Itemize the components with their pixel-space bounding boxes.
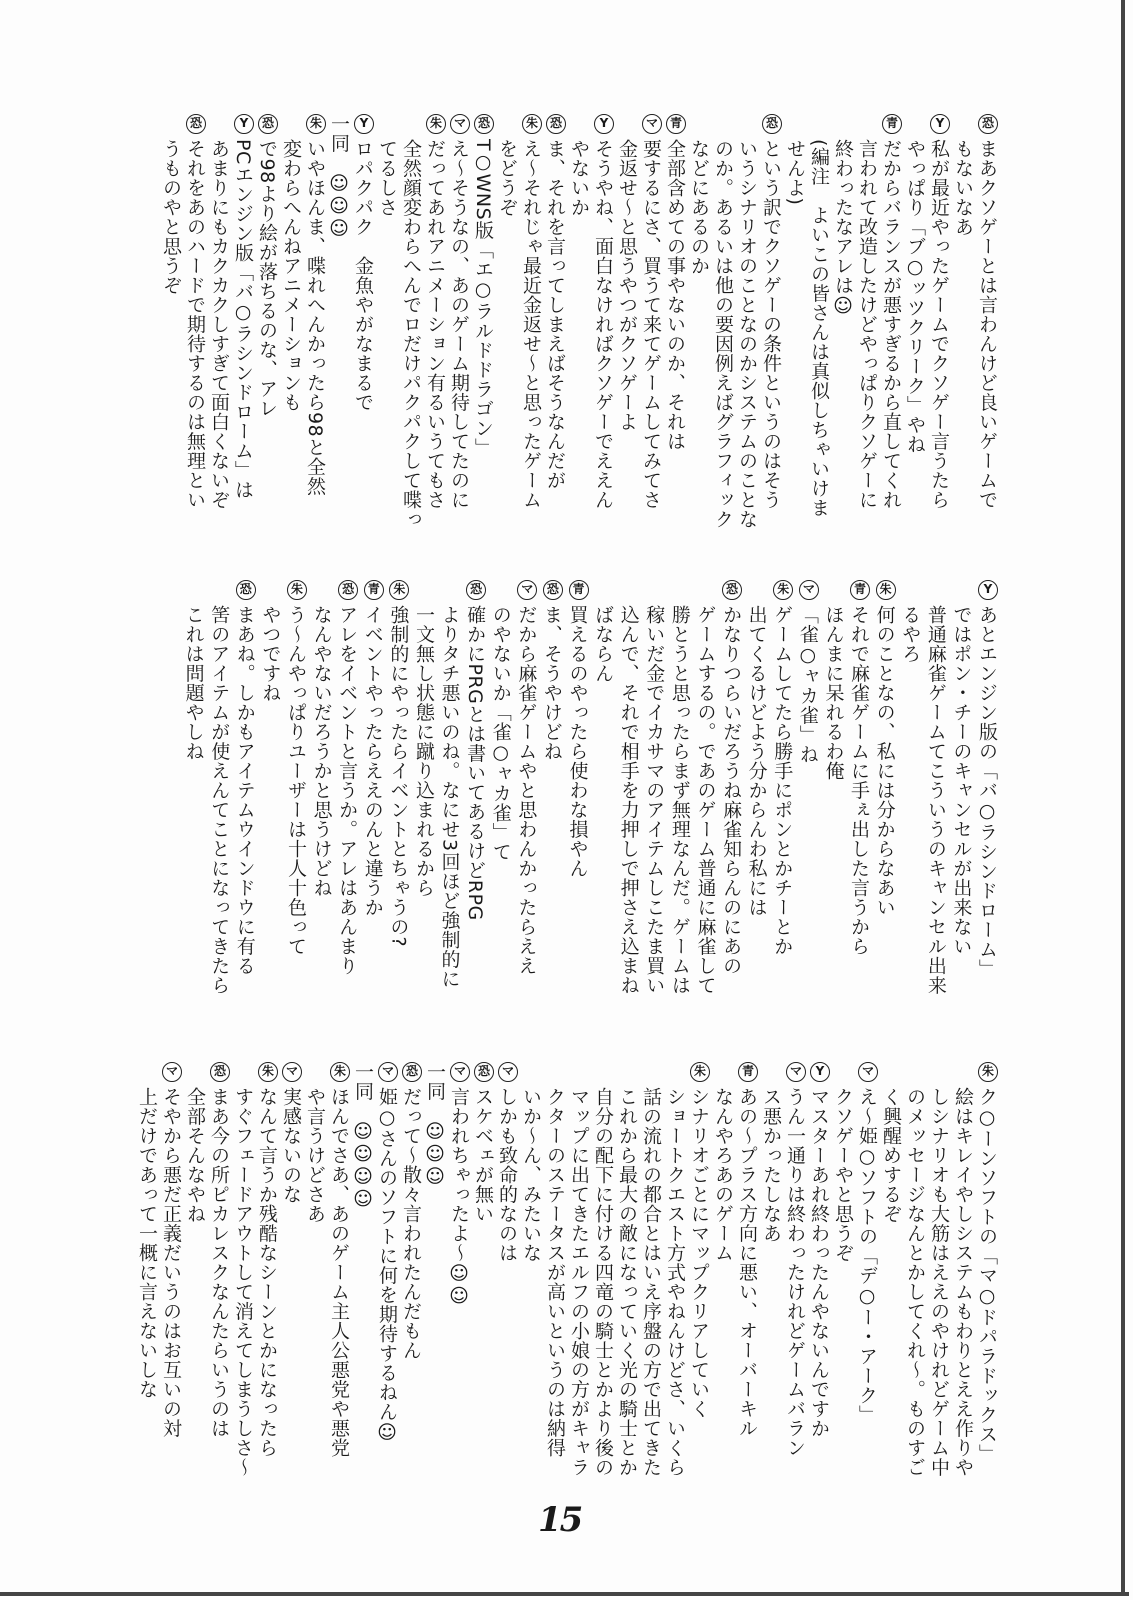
speaker-icon: マ bbox=[858, 1062, 878, 1082]
dialogue-line: うものやと思うぞ bbox=[160, 139, 182, 295]
dialogue-entry bbox=[183, 1062, 231, 1438]
dialogue-line: 全部そんなやね bbox=[184, 1087, 206, 1224]
speaker-icon: マ bbox=[162, 1062, 182, 1082]
dialogue-line: スケベェが無い bbox=[472, 1087, 494, 1224]
speaker-icon: 恐 bbox=[236, 580, 256, 600]
dialogue-entry bbox=[359, 580, 385, 917]
dialogue-line: まあクソゲーとは言わんけど良いゲームで bbox=[976, 139, 998, 510]
dialogue-entry bbox=[615, 114, 663, 510]
dialogue-line: まあ今の所ピカレスクなんたらいうのは bbox=[208, 1087, 230, 1438]
speaker-icon: マ bbox=[450, 1062, 470, 1082]
dialogue-line: え〜それじゃ最近金返せ〜と思ったゲーム bbox=[520, 139, 542, 510]
dialogue-line: よりタチ悪いのね。なにせ3回ほど強制的に bbox=[438, 605, 461, 989]
dialogue-line: 一同 ☺☺☺☺ bbox=[352, 1062, 374, 1211]
dialogue-line: クソゲーやと思うぞ bbox=[832, 1087, 854, 1263]
dialogue-line: だから麻雀ゲームやと思わんかったらええ bbox=[515, 605, 538, 976]
dialogue-line: あまりにもカクカクしすぎて面白くないぞ bbox=[208, 139, 230, 510]
dialogue-line: 変わらへんねアニメーションも bbox=[280, 139, 302, 412]
dialogue-line: やっぱり「ブ○ッツクリーク」やね bbox=[904, 139, 926, 454]
dialogue-entry bbox=[831, 1062, 879, 1425]
dialogue-line: 「雀○ャカ雀」ね bbox=[796, 605, 819, 764]
speaker-icon: 恐 bbox=[722, 580, 742, 600]
dialogue-entry bbox=[231, 1062, 279, 1477]
dialogue-line: え〜そうなの、あのゲーム期待してたのに bbox=[448, 139, 470, 510]
speaker-icon: マ bbox=[282, 1062, 302, 1082]
dialogue-line: という訳でクソゲーの条件というのはそう bbox=[760, 139, 782, 510]
dialogue-entry bbox=[180, 580, 257, 995]
speaker-icon: マ bbox=[642, 114, 662, 134]
speaker-icon: 恐 bbox=[466, 580, 486, 600]
speaker-icon: Y bbox=[594, 114, 614, 134]
dialogue-line: あの〜プラス方向に悪い、オーバーキル bbox=[736, 1087, 758, 1438]
dialogue-line: ゲームするの。であのゲーム普通に麻雀して bbox=[694, 605, 717, 995]
dialogue-entry bbox=[871, 580, 897, 917]
dialogue-entry bbox=[711, 1062, 759, 1438]
speaker-icon: マ bbox=[799, 580, 819, 600]
dialogue-line: それをあのハードで期待するのは無理とい bbox=[184, 139, 206, 510]
dialogue-line: 上だけであって一概に言えないしな bbox=[136, 1087, 158, 1399]
dialogue-line: いか〜ん、みたいな bbox=[520, 1087, 542, 1263]
dialogue-line: ではポン・チーのキャンセルが出来ない bbox=[950, 605, 973, 956]
speaker-icon: Y bbox=[234, 114, 254, 134]
dialogue-entry bbox=[257, 580, 308, 956]
dialogue-block-top bbox=[159, 114, 999, 529]
speaker-icon: 恐 bbox=[186, 114, 206, 134]
dialogue-line: ス悪かったしなあ bbox=[760, 1087, 782, 1243]
dialogue-line: をどうぞ bbox=[496, 139, 518, 217]
dialogue-entry bbox=[447, 114, 471, 510]
dialogue-line: く興醒めするぞ bbox=[880, 1087, 902, 1224]
dialogue-line: なんて言うか残酷なシーンとかになったら bbox=[256, 1087, 278, 1458]
dialogue-line: うん一通りは終わったけれどゲームバラン bbox=[784, 1087, 806, 1458]
dialogue-entry bbox=[951, 114, 999, 510]
dialogue-line: で98より絵が落ちるのな、アレ bbox=[256, 139, 278, 418]
dialogue-entry bbox=[538, 580, 564, 761]
speaker-icon: マ bbox=[498, 1062, 518, 1082]
dialogue-line: 絵はキレイやしシステムもわりとええ作りや bbox=[952, 1087, 974, 1477]
dialogue-line: う〜んやっぱりユーザーは十人十色って bbox=[284, 605, 307, 956]
dialogue-line: 筈のアイテムが使えんてことになってきたら bbox=[208, 605, 231, 995]
dialogue-line: 言われて改造したけどやっぱりクソゲーに bbox=[856, 139, 878, 510]
speaker-icon: Y bbox=[810, 1062, 830, 1082]
dialogue-line: 強制的にやったらイベントとちゃうの? bbox=[387, 605, 410, 948]
dialogue-line: これから最大の敵になっていく光の騎士とか bbox=[616, 1087, 638, 1477]
dialogue-entry bbox=[255, 114, 279, 418]
speaker-icon: 青 bbox=[850, 580, 870, 600]
dialogue-entry bbox=[487, 580, 538, 976]
dialogue-entry bbox=[783, 114, 903, 517]
dialogue-line: のやないか「雀○ャカ雀」て bbox=[489, 605, 512, 862]
dialogue-entry bbox=[351, 114, 375, 412]
dialogue-line: や言うけどさあ bbox=[304, 1087, 326, 1224]
dialogue-line: しかも致命的なのは bbox=[496, 1087, 518, 1263]
dialogue-entry bbox=[135, 1062, 183, 1438]
dialogue-entry bbox=[447, 1062, 471, 1308]
dialogue-line: しシナリオも大筋はええのやけれどゲーム中 bbox=[928, 1087, 950, 1477]
dialogue-entry bbox=[495, 1062, 519, 1263]
dialogue-line: 要するにさ、買うて来てゲームしてみてさ bbox=[640, 139, 662, 510]
scan-edge-bottom bbox=[0, 1592, 1129, 1596]
dialogue-entry bbox=[303, 1062, 351, 1458]
dialogue-line: アレをイベントと言うか。アレはあんまり bbox=[336, 605, 359, 976]
dialogue-entry bbox=[471, 114, 495, 457]
dialogue-line: ばならん bbox=[592, 605, 615, 683]
dialogue-line: そやから悪だ正義だいうのはお互いの対 bbox=[160, 1087, 182, 1438]
dialogue-line: これは問題やしね bbox=[182, 605, 205, 761]
dialogue-entry bbox=[385, 580, 411, 947]
speaker-icon: 恐 bbox=[762, 114, 782, 134]
dialogue-line: 全然顔変わらへんでロだけパクパクして喋っ bbox=[400, 139, 422, 529]
dialogue-line: それで麻雀ゲームに手ぇ出した言うから bbox=[848, 605, 871, 956]
group-reaction bbox=[351, 1062, 375, 1211]
speaker-icon: 恐 bbox=[474, 114, 494, 134]
dialogue-line: シナリオごとにマップクリアしていく bbox=[688, 1087, 710, 1419]
dialogue-entry bbox=[663, 114, 687, 451]
dialogue-line: 何のことなの、私には分からなあい bbox=[873, 605, 896, 917]
speaker-icon: 恐 bbox=[402, 1062, 422, 1082]
dialogue-line: るやろ bbox=[899, 605, 922, 664]
speaker-icon: 朱 bbox=[690, 1062, 710, 1082]
group-reaction bbox=[327, 114, 351, 240]
speaker-icon: マ bbox=[378, 1062, 398, 1082]
dialogue-line: ま、そうやけどね bbox=[540, 605, 563, 761]
dialogue-line: そうやね、面白なければクソゲーでええん bbox=[592, 139, 614, 510]
dialogue-entry bbox=[564, 580, 590, 878]
dialogue-line: 込んで、それで相手を力押しで押さえ込まね bbox=[617, 605, 640, 995]
dialogue-entry bbox=[375, 114, 447, 529]
dialogue-line: 稼いだ金でイカサマのアイテムしこたま買い bbox=[643, 605, 666, 995]
dialogue-entry bbox=[207, 114, 255, 510]
dialogue-entry bbox=[410, 580, 487, 988]
dialogue-line: ゲームしてたら勝手にポンとかチーとか bbox=[771, 605, 794, 956]
speaker-icon: 朱 bbox=[330, 1062, 350, 1082]
dialogue-entry bbox=[759, 1062, 807, 1458]
dialogue-line: PCエンジン版「バ○ラシンドローム」は bbox=[232, 139, 254, 500]
dialogue-line: あとエンジン版の「バ○ラシンドローム」 bbox=[976, 605, 998, 979]
dialogue-entry bbox=[279, 1062, 303, 1204]
dialogue-line: もないなあ bbox=[952, 139, 974, 237]
dialogue-entry bbox=[897, 580, 999, 995]
dialogue-entry bbox=[308, 580, 359, 976]
dialogue-line: だって〜散々言われたんだもん bbox=[400, 1087, 422, 1360]
dialogue-line: 金返せ〜と思うやつがクソゲーよ bbox=[616, 139, 638, 432]
dialogue-line: やないか bbox=[568, 139, 590, 217]
dialogue-line: ク○ーンソフトの「マ○ドパラドックス」 bbox=[976, 1087, 998, 1464]
dialogue-line: ショートクエスト方式やねんけどさ、いくら bbox=[664, 1087, 686, 1477]
speaker-icon: 朱 bbox=[287, 580, 307, 600]
speaker-icon: Y bbox=[354, 114, 374, 134]
dialogue-line: ほんまに呆れるわ俺 bbox=[822, 605, 845, 781]
dialogue-line: ほんでさあ、あのゲーム主人公悪党や悪党 bbox=[328, 1087, 350, 1458]
dialogue-entry bbox=[471, 1062, 495, 1224]
dialogue-block-middle bbox=[180, 580, 999, 995]
dialogue-line: T○WNS版「エ○ラルドドラゴン」 bbox=[472, 139, 494, 458]
dialogue-line: 確かにPRGとは書いてあるけどRPG bbox=[464, 605, 487, 921]
scan-edge-right bbox=[1121, 0, 1125, 1596]
dialogue-line: すぐフェードアウトして消えてしまうしさ〜 bbox=[232, 1087, 254, 1477]
speaker-icon: Y bbox=[930, 114, 950, 134]
dialogue-line: 話の流れの都合とはいえ序盤の方で出てきた bbox=[640, 1087, 662, 1477]
dialogue-line: なんやないだろうかと思うけどね bbox=[310, 605, 333, 898]
dialogue-line: (編注 よいこの皆さんは真似しちゃいけま bbox=[808, 139, 830, 518]
dialogue-entry bbox=[687, 114, 783, 529]
dialogue-line: いやほんま、喋れへんかったら98と全然 bbox=[304, 139, 326, 496]
dialogue-line: なんやろあのゲーム bbox=[712, 1087, 734, 1263]
dialogue-entry bbox=[794, 580, 820, 764]
speaker-icon: 恐 bbox=[978, 114, 998, 134]
speaker-icon: Y bbox=[978, 580, 998, 600]
dialogue-line: せんよ) bbox=[784, 139, 806, 206]
speaker-icon: 朱 bbox=[389, 580, 409, 600]
dialogue-entry bbox=[807, 1062, 831, 1438]
dialogue-block-bottom bbox=[135, 1062, 999, 1477]
dialogue-line: 実感ないのな bbox=[280, 1087, 302, 1204]
dialogue-line: ロパクパク 金魚やがなまるで bbox=[352, 139, 374, 412]
dialogue-entry bbox=[279, 114, 327, 496]
dialogue-line: 言われちゃったよ〜☺☺ bbox=[448, 1087, 470, 1308]
dialogue-line: やつですね bbox=[259, 605, 282, 703]
speaker-icon: マ bbox=[786, 1062, 806, 1082]
dialogue-entry bbox=[375, 1062, 399, 1444]
speaker-icon: 青 bbox=[882, 114, 902, 134]
speaker-icon: 青 bbox=[569, 580, 589, 600]
dialogue-line: 私が最近やったゲームでクソゲー言うたら bbox=[928, 139, 950, 510]
dialogue-line: 買えるのやったら使わな損やん bbox=[566, 605, 589, 878]
dialogue-line: 終わったなアレは☺ bbox=[832, 139, 854, 318]
dialogue-line: てるしさ bbox=[376, 139, 398, 217]
dialogue-line: 一同 ☺☺☺ bbox=[424, 1062, 446, 1188]
dialogue-line: 自分の配下に付ける四竜の騎士とかより後の bbox=[592, 1087, 614, 1477]
dialogue-line: クターのステータスが高いというのは納得 bbox=[544, 1087, 566, 1458]
speaker-icon: 青 bbox=[666, 114, 686, 134]
dialogue-line: などにあるのか bbox=[688, 139, 710, 276]
dialogue-line: 勝とうと思ったらまず無理なんだ。ゲームは bbox=[668, 605, 691, 995]
speaker-icon: 朱 bbox=[306, 114, 326, 134]
dialogue-entry bbox=[543, 114, 567, 490]
dialogue-line: え〜姫○ソフトの「デ○ー・アーク」 bbox=[856, 1087, 878, 1425]
dialogue-entry bbox=[159, 114, 207, 510]
dialogue-line: かなりつらいだろうね麻雀知らんのにあの bbox=[720, 605, 743, 976]
dialogue-line: 一同 ☺☺☺ bbox=[328, 114, 350, 240]
speaker-icon: 恐 bbox=[210, 1062, 230, 1082]
dialogue-line: だってあれアニメーション有るいうてもさ bbox=[424, 139, 446, 510]
dialogue-line: ま、それを言ってしまえばそうなんだが bbox=[544, 139, 566, 490]
speaker-icon: 朱 bbox=[876, 580, 896, 600]
speaker-icon: 青 bbox=[364, 580, 384, 600]
speaker-icon: 青 bbox=[738, 1062, 758, 1082]
dialogue-line: だからバランスが悪すぎるから直してくれ bbox=[880, 139, 902, 510]
speaker-icon: 朱 bbox=[773, 580, 793, 600]
speaker-icon: 恐 bbox=[474, 1062, 494, 1082]
group-reaction bbox=[423, 1062, 447, 1188]
dialogue-entry bbox=[903, 114, 951, 510]
speaker-icon: 恐 bbox=[338, 580, 358, 600]
dialogue-line: 出てくるけどよう分からんわ私には bbox=[745, 605, 768, 917]
dialogue-entry bbox=[399, 1062, 423, 1360]
speaker-icon: マ bbox=[517, 580, 537, 600]
speaker-icon: 朱 bbox=[522, 114, 542, 134]
dialogue-line: いうシナリオのことなのかシステムのことな bbox=[736, 139, 758, 529]
dialogue-entry bbox=[879, 1062, 999, 1477]
dialogue-line: のメッセージなんとかしてくれ〜。ものすご bbox=[904, 1087, 926, 1477]
dialogue-line: マスターあれ終わったんやないんですか bbox=[808, 1087, 830, 1438]
speaker-icon: マ bbox=[450, 114, 470, 134]
page-number: 15 bbox=[538, 1500, 582, 1540]
dialogue-line: まあね。しかもアイテムウインドウに有る bbox=[233, 605, 256, 976]
speaker-icon: 恐 bbox=[543, 580, 563, 600]
dialogue-line: 一文無し状態に蹴り込まれるから bbox=[412, 605, 435, 898]
dialogue-entry bbox=[820, 580, 871, 956]
speaker-icon: 恐 bbox=[546, 114, 566, 134]
speaker-icon: 朱 bbox=[978, 1062, 998, 1082]
dialogue-entry bbox=[743, 580, 794, 956]
dialogue-entry bbox=[519, 1062, 711, 1477]
dialogue-line: イベントやったらええのんと違うか bbox=[361, 605, 384, 917]
dialogue-line: のか。あるいは他の要因例えばグラフィック bbox=[712, 139, 734, 529]
speaker-icon: 朱 bbox=[258, 1062, 278, 1082]
speaker-icon: 朱 bbox=[426, 114, 446, 134]
dialogue-entry bbox=[495, 114, 543, 510]
dialogue-line: マップに出てきたエルフの小娘の方がキャラ bbox=[568, 1087, 590, 1477]
dialogue-line: 姫○さんのソフトに何を期待するねん☺ bbox=[376, 1087, 398, 1444]
dialogue-line: 普通麻雀ゲームてこういうのキャンセル出来 bbox=[924, 605, 947, 995]
speaker-icon: 恐 bbox=[258, 114, 278, 134]
dialogue-line: 全部含めての事やないのか、それは bbox=[664, 139, 686, 451]
dialogue-entry bbox=[567, 114, 615, 510]
dialogue-entry bbox=[590, 580, 744, 995]
